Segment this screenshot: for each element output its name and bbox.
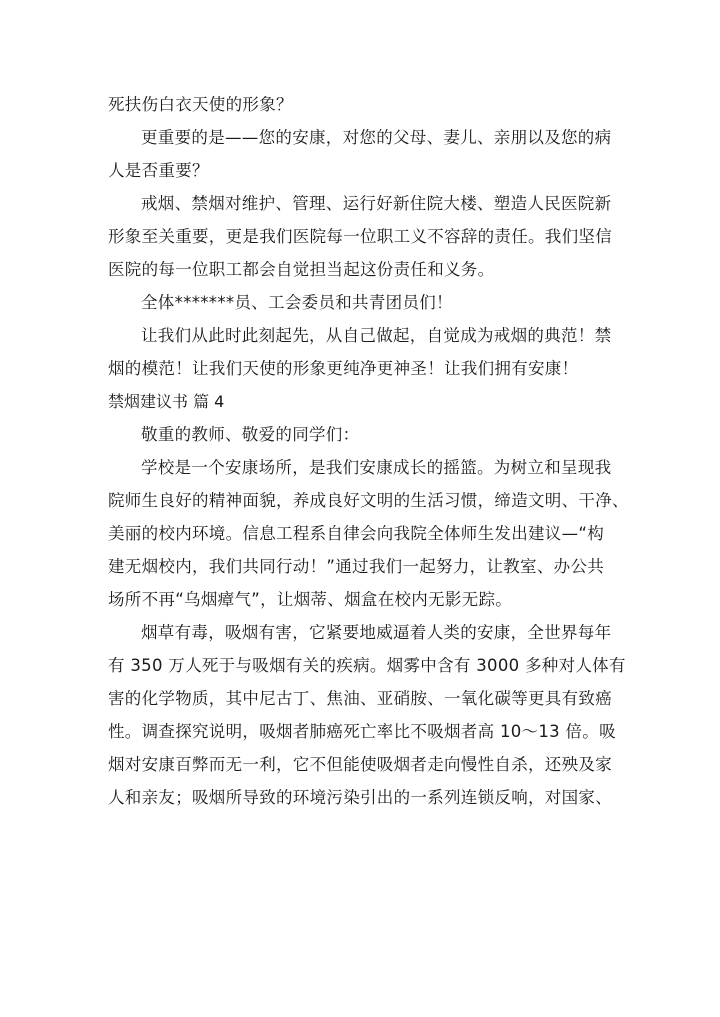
text-line: 性。调查探究说明，吸烟者肺癌死亡率比不吸烟者高 10～13 倍。吸 (108, 722, 616, 741)
text-line: 让我们从此时此刻起先，从自己做起，自觉成为戒烟的典范！禁 (141, 326, 612, 345)
text-line: 医院的每一位职工都会自觉担当起这份责任和义务。 (108, 260, 495, 279)
text-line: 敬重的教师、敬爱的同学们： (141, 425, 360, 444)
paragraph-3 (108, 286, 608, 319)
paragraph-0 (108, 88, 608, 121)
text-line: 全体*******员、工会委员和共青团员们！ (141, 293, 453, 312)
text-line: 院师生良好的精神面貌，养成良好文明的生活习惯，缔造文明、干净、 (108, 491, 629, 510)
text-line: 美丽的校内环境。信息工程系自律会向我院全体师生发出建议—“构 (108, 524, 605, 543)
text-line: 建无烟校内，我们共同行动！”通过我们一起努力，让教室、办公共 (108, 557, 605, 576)
text-line: 人是否重要？ (108, 161, 209, 180)
paragraph-tobacco (108, 616, 626, 814)
paragraph-1 (108, 121, 612, 187)
paragraph-greeting (108, 418, 608, 451)
document-page (108, 88, 629, 814)
text-line: 烟草有毒，吸烟有害，它紧要地威逼着人类的安康，全世界每年 (141, 623, 612, 642)
text-line: 死扶伤白衣天使的形象？ (108, 95, 293, 114)
paragraph-school (108, 451, 629, 616)
section-heading: 禁烟建议书 篇 4 (108, 392, 225, 411)
text-line: 害的化学物质，其中尼古丁、焦油、亚硝胺、一氧化碳等更具有致癌 (108, 689, 612, 708)
paragraph-4 (108, 319, 612, 385)
text-line: 更重要的是——您的安康，对您的父母、妻儿、亲朋以及您的病 (141, 128, 612, 147)
text-line: 学校是一个安康场所，是我们安康成长的摇篮。为树立和呈现我 (141, 458, 612, 477)
text-line: 人和亲友；吸烟所导致的环境污染引出的一系列连锁反响，对国家、 (108, 788, 612, 807)
text-line: 烟的模范！让我们天使的形象更纯净更神圣！让我们拥有安康！ (108, 359, 579, 378)
text-line: 烟对安康百弊而无一利，它不但能使吸烟者走向慢性自杀，还殃及家 (108, 755, 612, 774)
paragraph-2 (108, 187, 612, 286)
text-line: 形象至关重要，更是我们医院每一位职工义不容辞的责任。我们坚信 (108, 227, 612, 246)
text-line: 戒烟、禁烟对维护、管理、运行好新住院大楼、塑造人民医院新 (141, 194, 612, 213)
text-line: 有 350 万人死于与吸烟有关的疾病。烟雾中含有 3000 多种对人体有 (108, 656, 626, 675)
text-line: 场所不再“乌烟瘴气”，让烟蒂、烟盒在校内无影无踪。 (108, 590, 513, 609)
